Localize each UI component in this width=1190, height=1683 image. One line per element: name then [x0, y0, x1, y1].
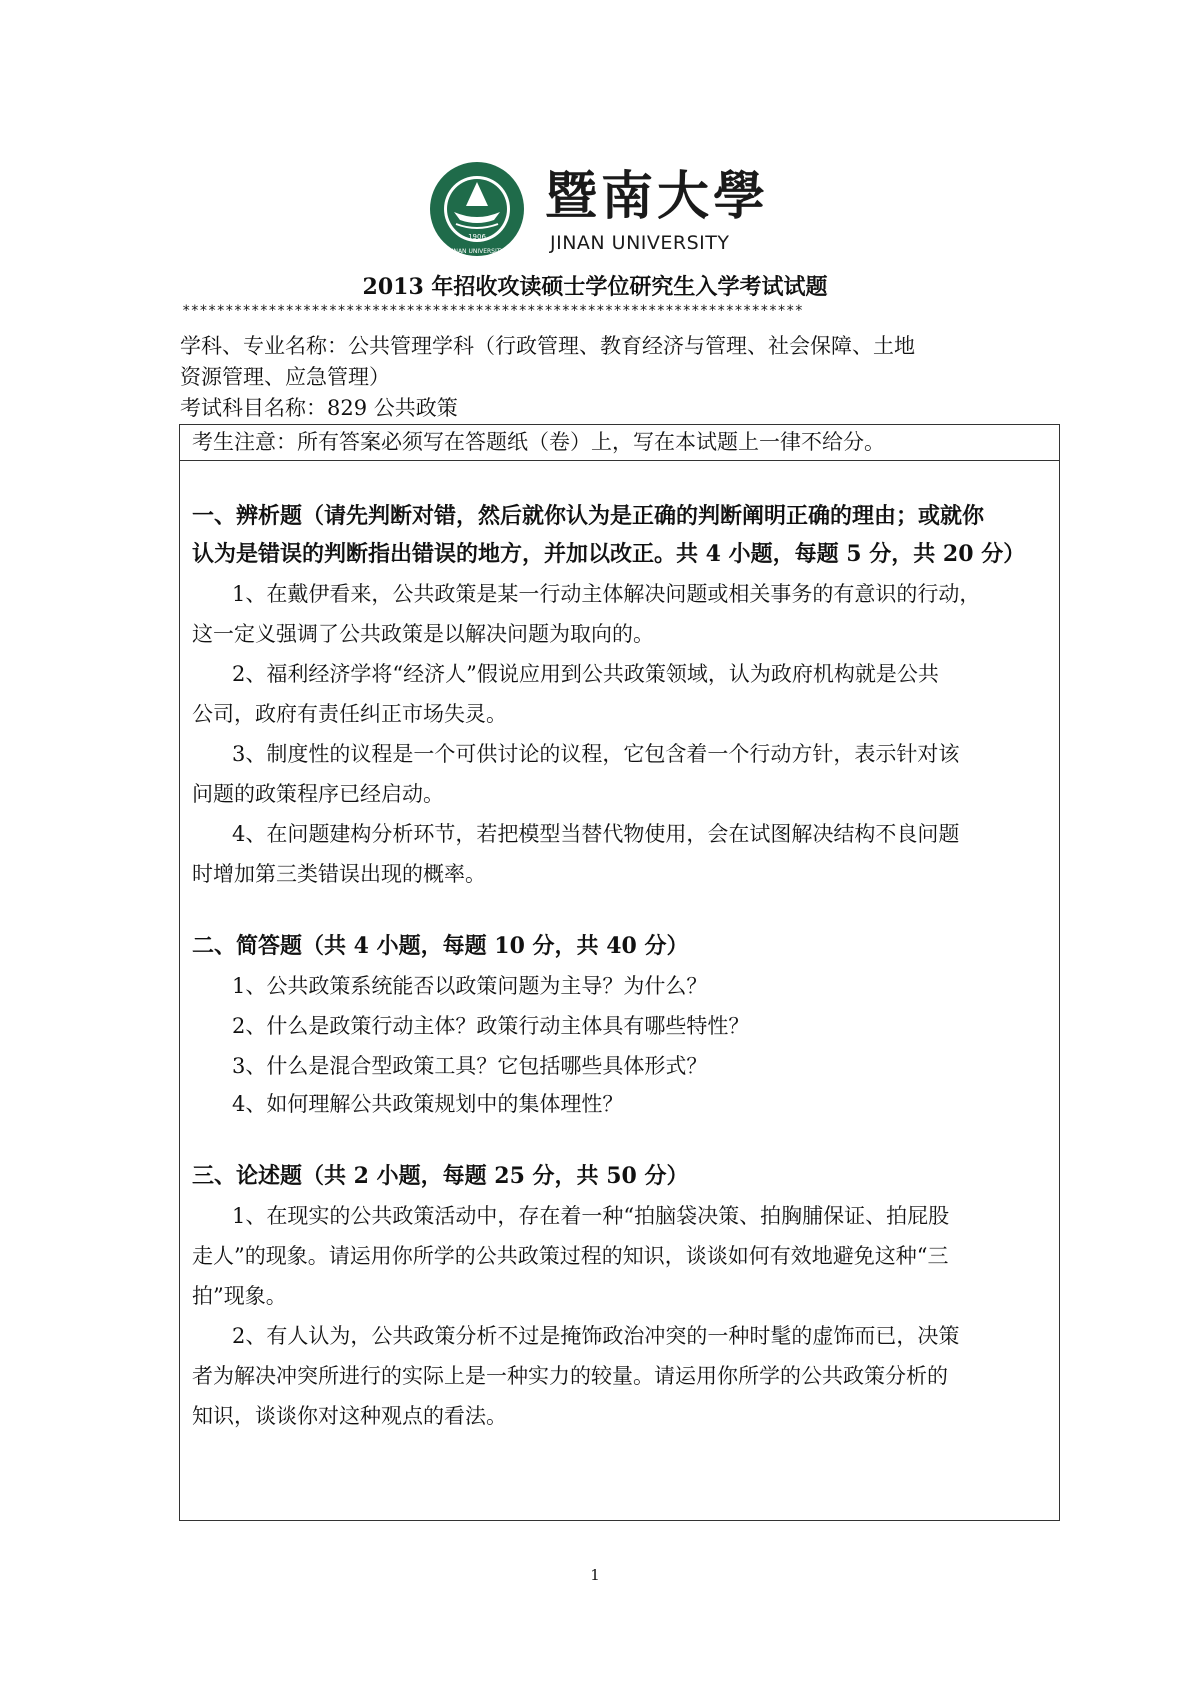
- exam-subject: 考试科目名称：829 公共政策: [180, 396, 458, 420]
- section1-q3-line-2: 问题的政策程序已经启动。: [192, 782, 444, 806]
- section1-q3-line-1: 3、制度性的议程是一个可供讨论的议程，它包含着一个行动方针，表示针对该: [232, 742, 960, 766]
- section3-q1-line-2: 走人”的现象。请运用你所学的公共政策过程的知识，谈谈如何有效地避免这种“三: [192, 1244, 949, 1268]
- section1-q2-line-1: 2、福利经济学将“经济人”假说应用到公共政策领域，认为政府机构就是公共: [232, 662, 939, 686]
- section2-q1: 1、公共政策系统能否以政策问题为主导？为什么？: [232, 974, 708, 998]
- section2-q3: 3、什么是混合型政策工具？它包括哪些具体形式？: [232, 1054, 708, 1078]
- seal-ring-text: JINAN UNIVERSITY: [449, 248, 505, 255]
- logo-english-name: JINAN UNIVERSITY: [550, 232, 730, 254]
- major-name-line-1: 学科、专业名称：公共管理学科（行政管理、教育经济与管理、社会保障、土地: [180, 334, 915, 358]
- exam-title: 2013 年招收攻读硕士学位研究生入学考试试题: [362, 274, 828, 300]
- major-name-line-2: 资源管理、应急管理）: [180, 365, 390, 389]
- question-box: [179, 424, 1060, 1521]
- star-separator: ************************************************************************: [182, 303, 804, 319]
- section1-q2-line-2: 公司，政府有责任纠正市场失灵。: [192, 702, 507, 726]
- section1-q1-line-1: 1、在戴伊看来，公共政策是某一行动主体解决问题或相关事务的有意识的行动，: [232, 582, 981, 606]
- seal-year: 1906: [468, 233, 486, 241]
- section3-q1-line-1: 1、在现实的公共政策活动中，存在着一种“拍脑袋决策、拍胸脯保证、拍屁股: [232, 1204, 950, 1228]
- section3-q2-line-1: 2、有人认为，公共政策分析不过是掩饰政治冲突的一种时髦的虚饰而已，决策: [232, 1324, 960, 1348]
- candidate-notice: 考生注意：所有答案必须写在答题纸（卷）上，写在本试题上一律不给分。: [180, 425, 1059, 461]
- section2-q2: 2、什么是政策行动主体？政策行动主体具有哪些特性？: [232, 1014, 750, 1038]
- section3-q2-line-3: 知识，谈谈你对这种观点的看法。: [192, 1404, 507, 1428]
- logo-chinese-name: 暨南大學: [545, 166, 770, 227]
- page-number: 1: [590, 1566, 600, 1584]
- section1-heading-line-2: 认为是错误的判断指出错误的地方，并加以改正。共 4 小题，每题 5 分，共 20 分）: [192, 541, 1026, 567]
- university-seal-icon: [428, 160, 526, 258]
- section2-q4: 4、如何理解公共政策规划中的集体理性？: [232, 1092, 624, 1116]
- section3-q2-line-2: 者为解决冲突所进行的实际上是一种实力的较量。请运用你所学的公共政策分析的: [192, 1364, 948, 1388]
- university-logo: [428, 160, 768, 260]
- section2-heading: 二、简答题（共 4 小题，每题 10 分，共 40 分）: [192, 933, 689, 959]
- section1-q4-line-2: 时增加第三类错误出现的概率。: [192, 862, 486, 886]
- section3-heading: 三、论述题（共 2 小题，每题 25 分，共 50 分）: [192, 1163, 689, 1189]
- section1-q4-line-1: 4、在问题建构分析环节，若把模型当替代物使用，会在试图解决结构不良问题: [232, 822, 960, 846]
- section1-q1-line-2: 这一定义强调了公共政策是以解决问题为取向的。: [192, 622, 654, 646]
- section3-q1-line-3: 拍”现象。: [192, 1284, 287, 1308]
- section1-heading-line-1: 一、辨析题（请先判断对错，然后就你认为是正确的判断阐明正确的理由；或就你: [192, 503, 985, 529]
